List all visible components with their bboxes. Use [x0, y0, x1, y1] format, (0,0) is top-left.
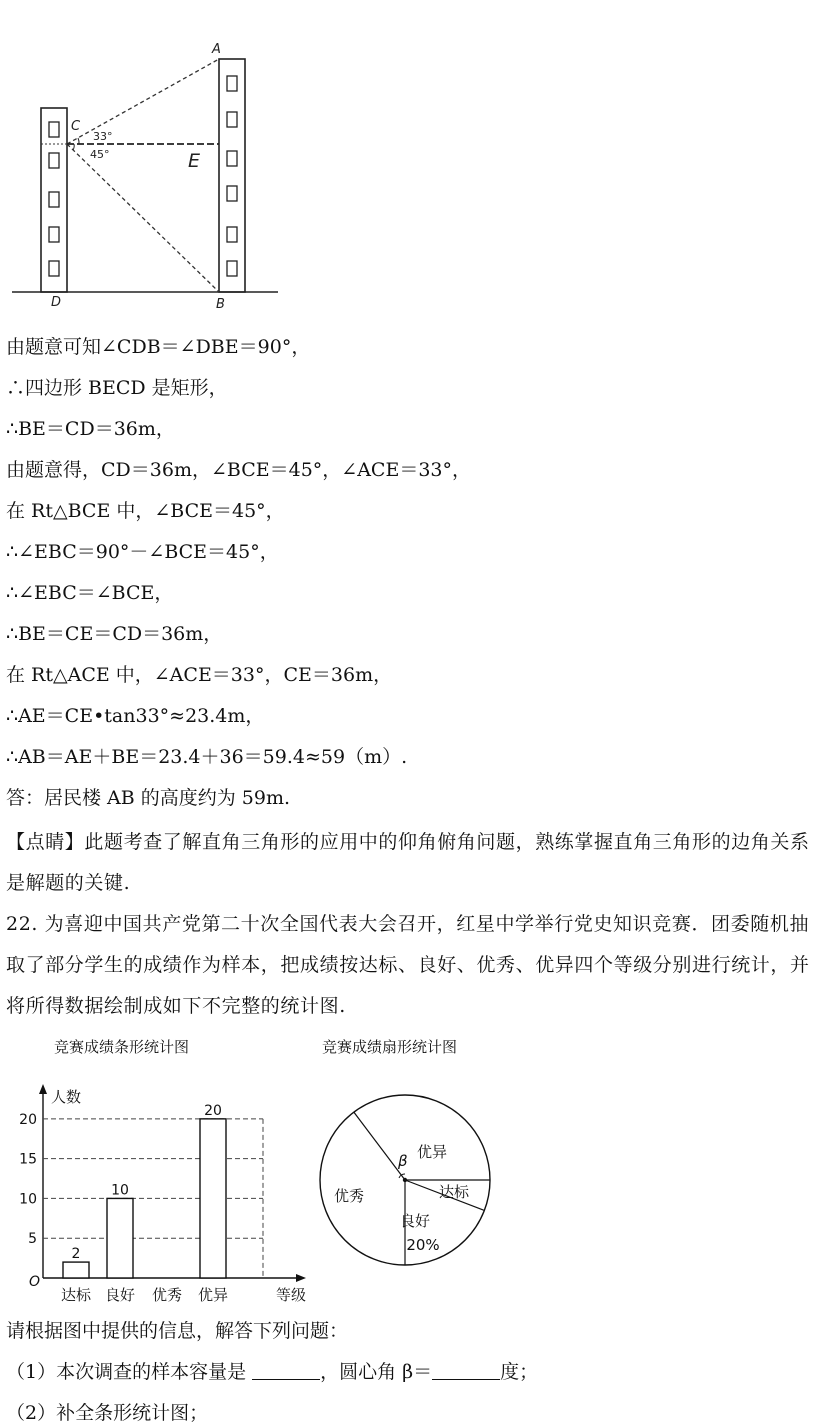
- bar-value-label: 10: [111, 1182, 129, 1199]
- pie-center: [403, 1178, 407, 1182]
- building-ab-windows: [227, 76, 237, 276]
- line-ca: [67, 59, 219, 144]
- answer-blank-beta[interactable]: [432, 1359, 500, 1380]
- question-prompt: 请根据图中提供的信息，解答下列问题：: [6, 1320, 349, 1342]
- x-axis-arrow: [296, 1274, 306, 1282]
- y-tick-label: 15: [19, 1151, 37, 1168]
- solution-line: ∴∠EBC＝90°－∠BCE＝45°，: [6, 541, 279, 563]
- bar-chart-title: 竞赛成绩条形统计图: [54, 1038, 190, 1056]
- solution-line: ∴BE＝CE＝CD＝36m，: [6, 623, 223, 645]
- bar-value-label: 20: [204, 1102, 222, 1119]
- subquestion-1-part-c: 度；: [500, 1361, 539, 1383]
- subquestion-1: [6, 1359, 538, 1385]
- solution-line: 由题意得，CD＝36m，∠BCE＝45°，∠ACE＝33°，: [6, 459, 472, 481]
- pie-slice-label: 优异: [416, 1143, 448, 1161]
- bar: [107, 1198, 133, 1278]
- bar: [200, 1119, 226, 1278]
- y-axis-arrow: [39, 1084, 47, 1094]
- pie-chart: [315, 1090, 497, 1272]
- solution-line: 由题意可知∠CDB＝∠DBE＝90°，: [6, 336, 311, 358]
- answer-line: 答：居民楼 AB 的高度约为 59m.: [6, 787, 291, 809]
- label-e: E: [188, 150, 201, 172]
- x-tick-label: 优异: [197, 1286, 229, 1304]
- y-tick-label: 10: [19, 1191, 37, 1208]
- solution-line: ∴AE＝CE•tan33°≈23.4m，: [6, 705, 265, 727]
- question-22-text: 22. 为喜迎中国共产党第二十次全国代表大会召开，红星中学举行党史知识竞赛．团委随机抽取了部分学生的成绩作为样本，把成绩按达标、良好、优秀、优异四个等级分别进行统计，并将所得数据绘制成如下不完整的统计图.: [6, 913, 810, 1017]
- origin-label: O: [29, 1274, 41, 1290]
- y-tick-label: 5: [28, 1231, 37, 1248]
- bar-value-label: 2: [71, 1246, 81, 1263]
- angle-label-beta: β: [398, 1152, 408, 1170]
- answer-blank-sample-size[interactable]: [252, 1359, 320, 1380]
- label-b: B: [216, 297, 225, 312]
- comment-paragraph: 【点睛】此题考查了解直角三角形的应用中的仰角俯角问题，熟练掌握直角三角形的边角关系是解题的关键.: [6, 831, 810, 894]
- pie-slice-value: 20%: [406, 1236, 440, 1254]
- subquestion-2: （2）补全条形统计图；: [6, 1402, 209, 1424]
- bar: [63, 1262, 89, 1278]
- subquestion-1-part-a: （1）本次调查的样本容量是: [6, 1361, 247, 1383]
- pie-slice-label: 达标: [438, 1183, 470, 1201]
- pie-slice-label: 优秀: [333, 1187, 365, 1205]
- x-tick-label: 良好: [104, 1286, 136, 1304]
- building-cd-windows: [49, 122, 59, 276]
- subquestion-1-part-b: ，圆心角 β＝: [320, 1361, 433, 1383]
- label-c: C: [71, 119, 81, 134]
- solution-line: ∴∠EBC＝∠BCE，: [6, 582, 174, 604]
- y-tick-label: 20: [19, 1111, 37, 1128]
- angle-label-45: 45°: [90, 148, 110, 161]
- pie-slice-label: 良好: [399, 1212, 431, 1230]
- solution-line: ∴四边形 BECD 是矩形，: [6, 377, 228, 399]
- building-cd: [41, 108, 67, 292]
- angle-label-33: 33°: [93, 130, 113, 143]
- y-axis-label: 人数: [51, 1088, 82, 1106]
- geometry-figure: [8, 40, 283, 315]
- pie-chart-title: 竞赛成绩扇形统计图: [322, 1038, 458, 1056]
- solution-line: ∴AB＝AE＋BE＝23.4＋36＝59.4≈59（m）.: [6, 746, 408, 768]
- x-tick-label: 达标: [60, 1286, 92, 1304]
- x-tick-label: 优秀: [151, 1286, 183, 1304]
- building-ab: [219, 59, 245, 292]
- solution-line: 在 Rt△ACE 中，∠ACE＝33°，CE＝36m，: [6, 664, 393, 686]
- label-a: A: [212, 42, 221, 57]
- label-d: D: [51, 295, 62, 310]
- x-axis-label: 等级: [276, 1286, 307, 1304]
- solution-line: 在 Rt△BCE 中，∠BCE＝45°，: [6, 500, 285, 522]
- solution-line: ∴BE＝CD＝36m，: [6, 418, 175, 440]
- bar-chart: [10, 1080, 320, 1305]
